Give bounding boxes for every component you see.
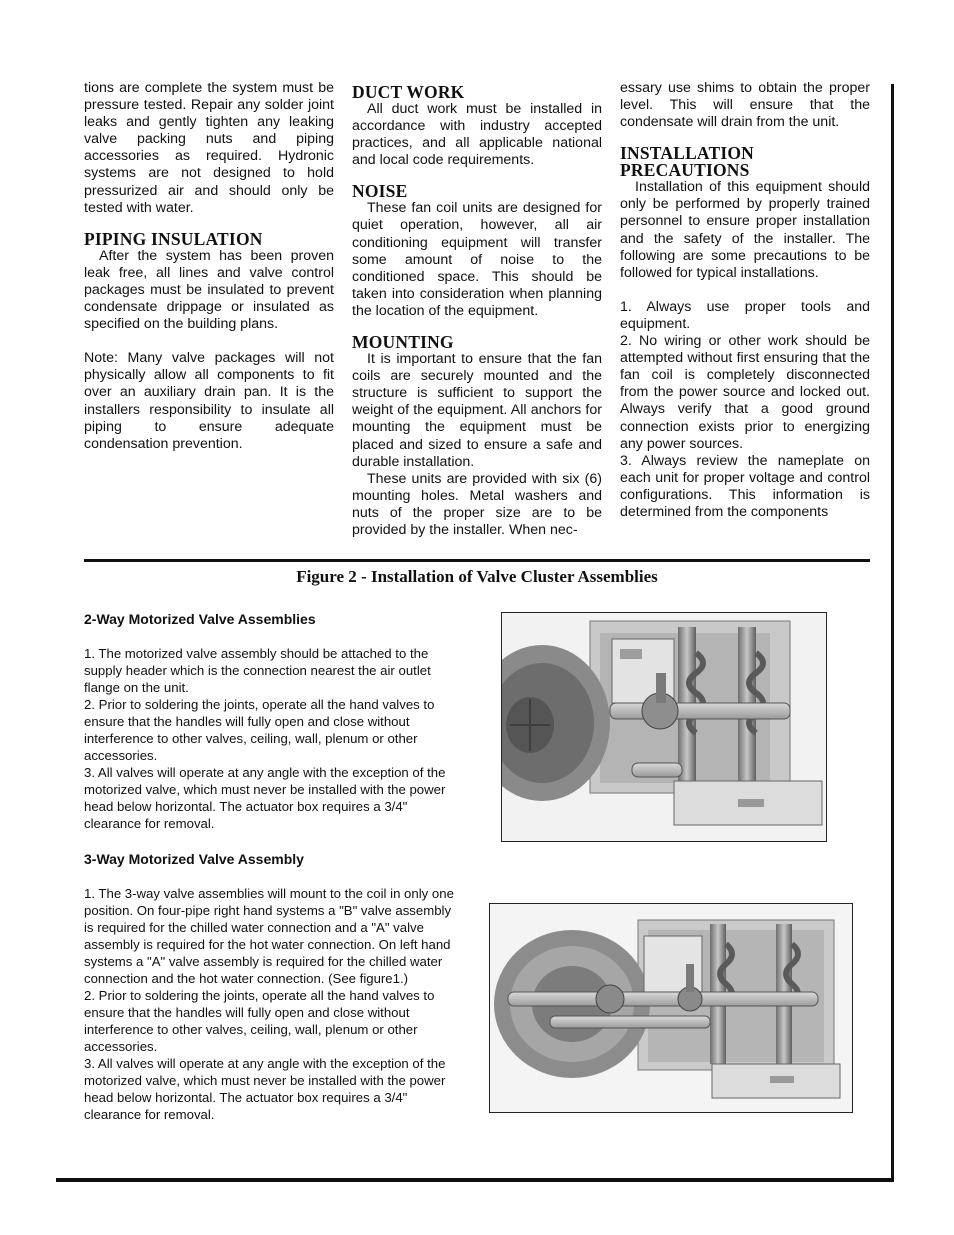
two-way-valve-illustration bbox=[502, 613, 826, 841]
two-way-item-2: 2. Prior to soldering the joints, operate all the hand valves to ensure that the handles will fully open and close without interference to other valves, ceiling, wall, plenum or other accessories. bbox=[84, 697, 435, 763]
two-way-valve-photo bbox=[501, 612, 827, 842]
mounting-paragraph-1: It is important to ensure that the fan coils are securely mounted and the structure is sufficient to support the weight of the equipment. All anchors for mounting the equipment must be placed and sized to ensure a safe and durable installation. bbox=[352, 351, 602, 470]
two-way-item-3: 3. All valves will operate at any angle with the exception of the motorized valve, which must never be installed with the power head below horizontal. The actuator box requires a 3/4" clearance for removal. bbox=[84, 765, 446, 831]
col3-intro: essary use shims to obtain the proper level. This will ensure that the condensate will drain from the unit. bbox=[620, 80, 870, 131]
two-way-heading: 2-Way Motorized Valve Assemblies bbox=[84, 611, 316, 627]
precautions-heading-line-1: INSTALLATION bbox=[620, 143, 755, 164]
three-way-valve-photo bbox=[489, 903, 853, 1113]
text-column-1 bbox=[84, 80, 334, 453]
precaution-item-3: 3. Always review the nameplate on each unit for proper voltage and control configurations. This information is determined from the components bbox=[620, 452, 870, 520]
piping-insulation-note: Note: Many valve packages will not physically allow all components to fit over an auxiliary drain pan. It is the installers responsibility to insulate all piping to ensure adequate condensation prevention. bbox=[84, 350, 334, 452]
precaution-item-1: 1. Always use proper tools and equipment. bbox=[620, 298, 870, 332]
precautions-paragraph: Installation of this equipment should only be performed by properly trained personnel to ensure proper installation and the safety of the installer. The following are some precautions to be followed for typical installations. bbox=[620, 179, 870, 281]
text-column-2 bbox=[352, 80, 602, 539]
two-way-valve-section bbox=[84, 610, 459, 832]
noise-heading: NOISE bbox=[352, 181, 408, 202]
text-column-3 bbox=[620, 80, 870, 521]
page-border-bottom bbox=[56, 1178, 894, 1182]
precautions-heading-line-2: PRECAUTIONS bbox=[620, 160, 750, 181]
mounting-paragraph-2: These units are provided with six (6) mounting holes. Metal washers and nuts of the proper size are to be provided by the installer. When nec- bbox=[352, 470, 602, 538]
figure-title: Figure 2 - Installation of Valve Cluster Assemblies bbox=[296, 567, 658, 586]
three-way-item-2: 2. Prior to soldering the joints, operate all the hand valves to ensure that the handles will fully open and close without interference to other valves, ceiling, wall, plenum or other accessories. bbox=[84, 988, 435, 1054]
page-border-right bbox=[891, 84, 894, 1182]
noise-paragraph: These fan coil units are designed for quiet operation, however, all air conditioning equipment will transfer some amount of noise to the conditioned space. This should be taken into consideration when planning the location of the equipment. bbox=[352, 200, 602, 319]
two-way-item-1: 1. The motorized valve assembly should be attached to the supply header which is the connection nearest the air outlet flange on the unit. bbox=[84, 646, 431, 695]
three-way-heading: 3-Way Motorized Valve Assembly bbox=[84, 851, 304, 867]
col1-intro: tions are complete the system must be pressure tested. Repair any solder joint leaks and gently tighten any leaking valve packing nuts and piping accessories as required. Hydronic systems are not designed to hold pressurized air and should only be tested with water. bbox=[84, 80, 334, 216]
three-way-item-3: 3. All valves will operate at any angle with the exception of the motorized valve, which must never be installed with the power head below horizontal. The actuator box requires a 3/4" clearance for removal. bbox=[84, 1056, 446, 1122]
three-way-item-1: 1. The 3-way valve assemblies will mount to the coil in only one position. On four-pipe right hand systems a "B" valve assembly is required for the chilled water connection and a "A" valve assembly is required for the hot water connection. On left hand systems a "A" valve assembly is required for the chilled water connection and the hot water connection. (See figure1.) bbox=[84, 886, 454, 986]
precaution-item-2: 2. No wiring or other work should be attempted without first ensuring that the fan coil is completely disconnected from the power source and locked out. Always verify that a good ground connection exists prior to energizing any power sources. bbox=[620, 333, 870, 452]
three-way-valve-illustration bbox=[490, 904, 852, 1112]
duct-work-heading: DUCT WORK bbox=[352, 82, 465, 102]
piping-insulation-paragraph: After the system has been proven leak free, all lines and valve control packages must be insulated to prevent condensate drippage or insulated as specified on the building plans. bbox=[84, 247, 334, 333]
mounting-heading: MOUNTING bbox=[352, 332, 454, 353]
installation-precautions-heading bbox=[620, 145, 870, 179]
piping-insulation-heading: PIPING INSULATION bbox=[84, 228, 263, 249]
section-divider bbox=[84, 559, 870, 562]
duct-work-paragraph: All duct work must be installed in accordance with industry accepted practices, and all applicable national and local code requirements. bbox=[352, 101, 602, 169]
three-way-valve-section bbox=[84, 850, 459, 1123]
